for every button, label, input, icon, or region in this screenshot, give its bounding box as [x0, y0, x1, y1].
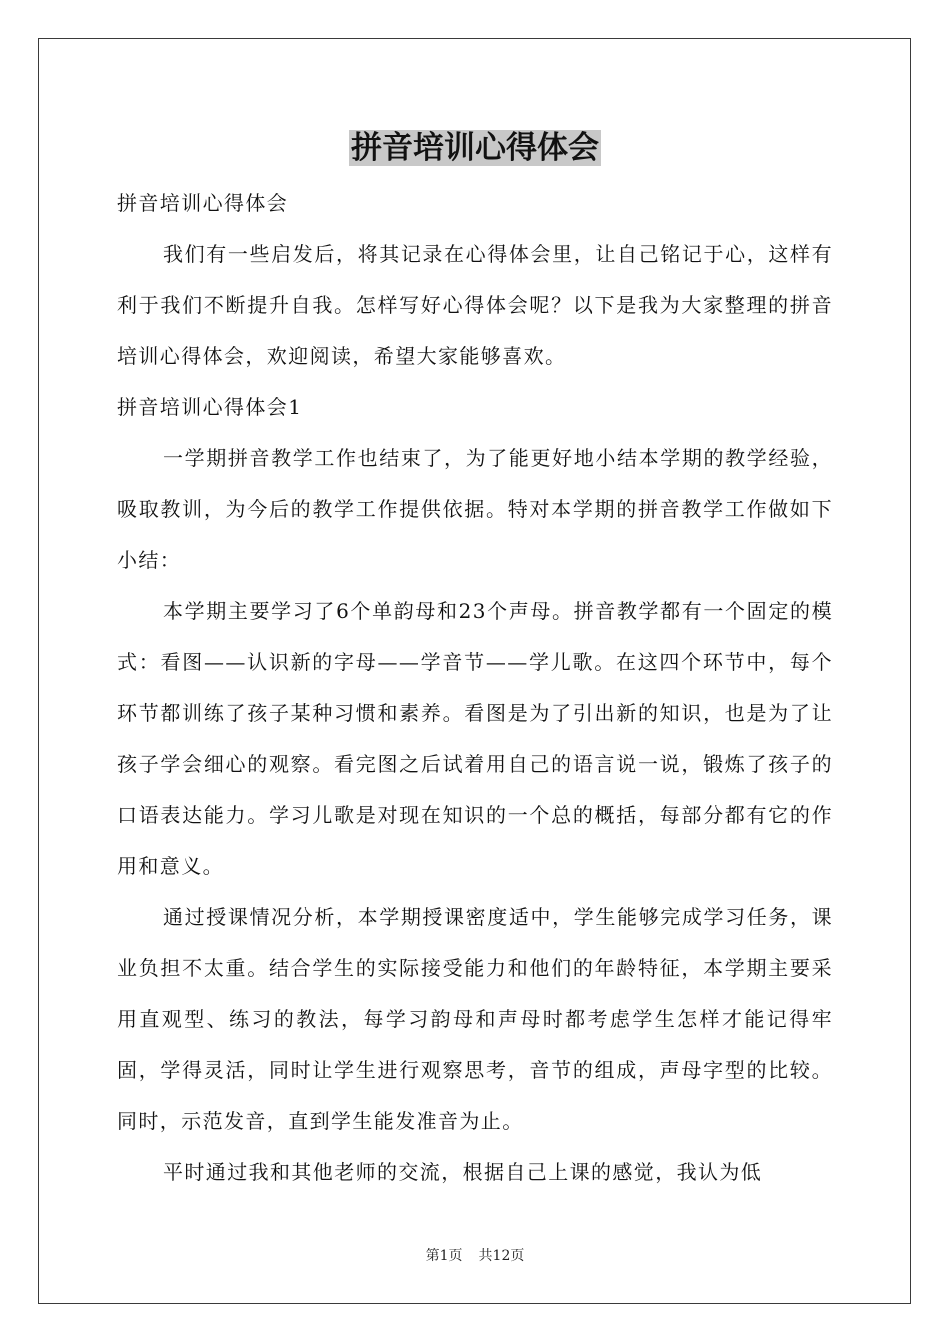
- document-body: [117, 178, 833, 1198]
- paragraph: 我们有一些启发后，将其记录在心得体会里，让自己铭记于心，这样有利于我们不断提升自我。怎样写好心得体会呢？以下是我为大家整理的拼音培训心得体会，欢迎阅读，希望大家能够喜欢。: [117, 242, 833, 368]
- paragraph: 拼音培训心得体会: [117, 191, 289, 215]
- paragraph: 平时通过我和其他老师的交流，根据自己上课的感觉，我认为低: [163, 1160, 763, 1184]
- page-number: 第1页: [425, 1248, 463, 1264]
- document-title-text: 拼音培训心得体会: [351, 130, 599, 166]
- document-title: [0, 126, 950, 170]
- page-total: 共12页: [478, 1248, 525, 1264]
- paragraph: 一学期拼音教学工作也结束了，为了能更好地小结本学期的教学经验，吸取教训，为今后的教学工作提供依据。特对本学期的拼音教学工作做如下小结：: [117, 446, 833, 572]
- page-footer: [0, 1246, 950, 1266]
- paragraph: 通过授课情况分析，本学期授课密度适中，学生能够完成学习任务，课业负担不太重。结合学生的实际接受能力和他们的年龄特征，本学期主要采用直观型、练习的教法，每学习韵母和声母时都考虑学生怎样才能记得牢固，学得灵活，同时让学生进行观察思考，音节的组成，声母字型的比较。同时，示范发音，直到学生能发准音为止。: [117, 905, 833, 1133]
- paragraph: 本学期主要学习了6个单韵母和23个声母。拼音教学都有一个固定的模式：看图——认识新的字母——学音节——学儿歌。在这四个环节中，每个环节都训练了孩子某种习惯和素养。看图是为了引出新的知识，也是为了让孩子学会细心的观察。看完图之后试着用自己的语言说一说，锻炼了孩子的口语表达能力。学习儿歌是对现在知识的一个总的概括，每部分都有它的作用和意义。: [117, 599, 833, 878]
- section-heading: 拼音培训心得体会1: [117, 395, 303, 419]
